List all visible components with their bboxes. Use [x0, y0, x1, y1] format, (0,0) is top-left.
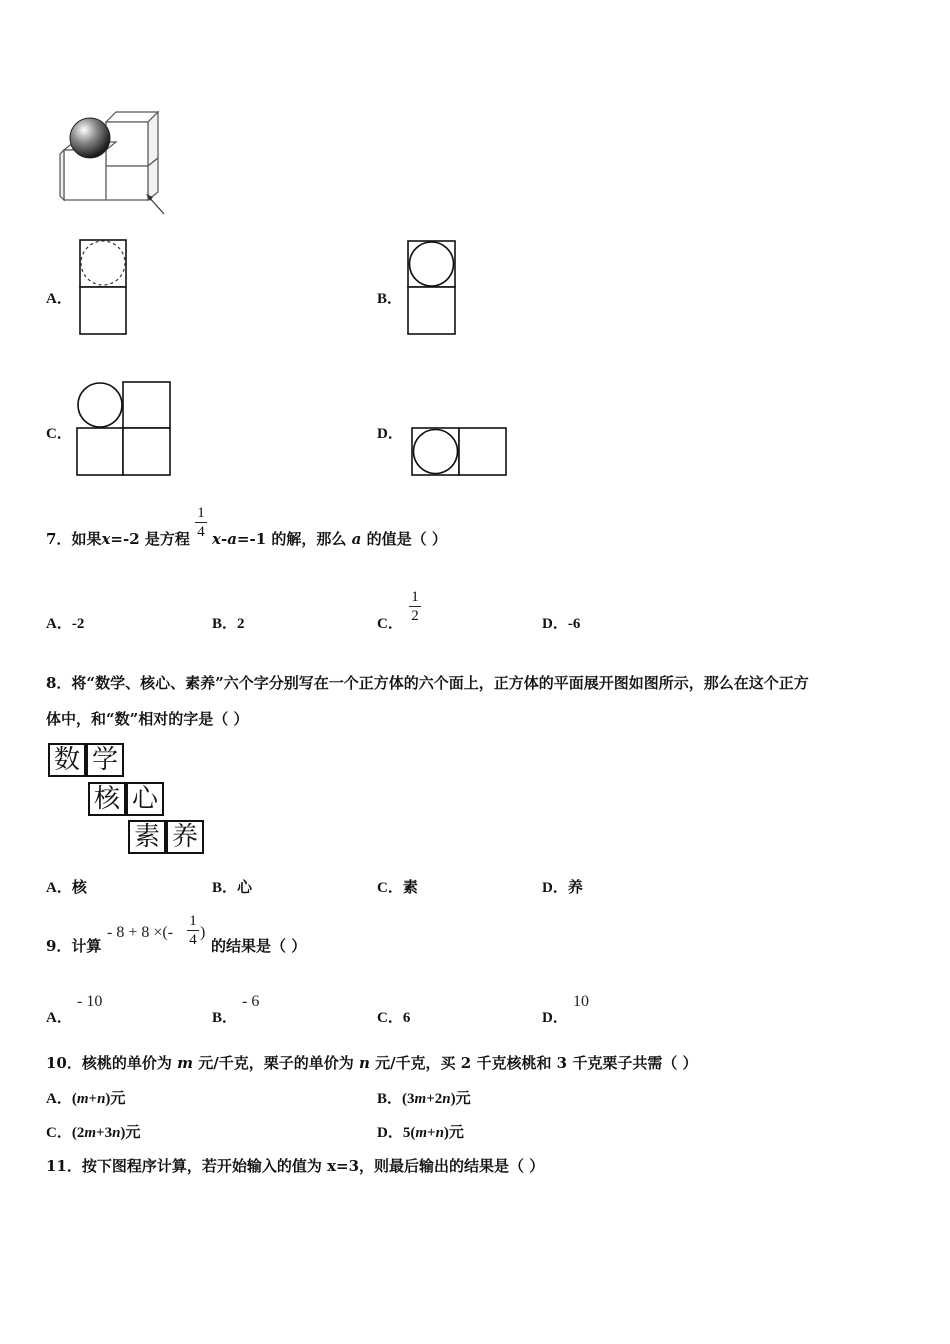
q6-option-b-figure[interactable] — [406, 239, 458, 337]
q7-option-d[interactable]: D．-6 — [542, 616, 581, 632]
q10-option-d[interactable]: D．5(m+n)元 — [377, 1125, 464, 1141]
q8-option-a[interactable]: A．核 — [46, 880, 87, 896]
q6-option-d-figure[interactable] — [410, 426, 510, 478]
q7-option-a[interactable]: A．-2 — [46, 616, 85, 632]
q7-option-b[interactable]: B．2 — [212, 616, 245, 632]
q6-option-c-label[interactable]: C． — [46, 426, 72, 442]
q6-option-a-label[interactable]: A． — [46, 291, 72, 307]
q8-stem-line2: 体中，和“数”相对的字是（ ） — [46, 710, 249, 728]
q8-stem-line1: 8．将“数学、核心、素养”六个字分别写在一个正方体的六个面上，正方体的平面展开图如图所示，那么在这个正方 — [46, 674, 809, 692]
q10-option-a[interactable]: A．(m+n)元 — [46, 1091, 126, 1107]
q8-option-d[interactable]: D．养 — [542, 880, 583, 896]
q7-stem-fraction: 1 4 — [195, 505, 207, 540]
q8-option-c[interactable]: C．素 — [377, 880, 418, 896]
q9-expression-fraction: 1 4 — [187, 913, 199, 948]
q9-option-a-label[interactable]: A． — [46, 1010, 72, 1026]
q9-option-b-label[interactable]: B． — [212, 1010, 238, 1026]
net-cell-shu: 数 — [48, 743, 86, 777]
q9-expression-left: - 8 + 8 ×(- — [107, 924, 174, 941]
q9-option-d-label[interactable]: D． — [542, 1010, 568, 1026]
net-cell-xin: 心 — [126, 782, 164, 816]
q9-option-a-value: - 10 — [77, 993, 103, 1010]
q10-stem: 10．核桃的单价为 m 元/千克，栗子的单价为 n 元/千克，买 2 千克核桃和 3 千克栗子共需（ ） — [46, 1054, 698, 1072]
net-cell-he: 核 — [88, 782, 126, 816]
q7-stem-rest: x-a=-1 的解，那么 a 的值是（ ） — [212, 530, 447, 548]
q6-option-a-figure[interactable] — [78, 238, 130, 336]
net-cell-su: 素 — [128, 820, 166, 854]
q7-option-c-fraction: 1 2 — [409, 589, 421, 624]
q6-option-b-label[interactable]: B． — [377, 291, 403, 307]
q8-option-b[interactable]: B．心 — [212, 880, 253, 896]
q9-suffix: 的结果是（ ） — [211, 937, 307, 955]
q7-option-c[interactable]: C． — [377, 616, 403, 632]
net-cell-xue: 学 — [86, 743, 124, 777]
cube-net — [48, 743, 208, 857]
q9-expression-right: ) — [200, 924, 206, 941]
q9-option-c[interactable]: C．6 — [377, 1010, 411, 1026]
solid-figure — [56, 108, 171, 218]
q11-stem: 11．按下图程序计算，若开始输入的值为 x=3，则最后输出的结果是（ ） — [46, 1157, 545, 1175]
q9-number: 9．计算 — [46, 937, 102, 955]
q10-option-b[interactable]: B．(3m+2n)元 — [377, 1091, 471, 1107]
q7-stem: 7．如果x=-2 是方程 — [46, 530, 190, 548]
q10-option-c[interactable]: C．(2m+3n)元 — [46, 1125, 141, 1141]
q6-option-c-figure[interactable] — [75, 380, 173, 478]
q9-option-d-value: 10 — [573, 993, 589, 1010]
q9-option-b-value: - 6 — [242, 993, 260, 1010]
net-cell-yang: 养 — [166, 820, 204, 854]
q6-option-d-label[interactable]: D． — [377, 426, 403, 442]
